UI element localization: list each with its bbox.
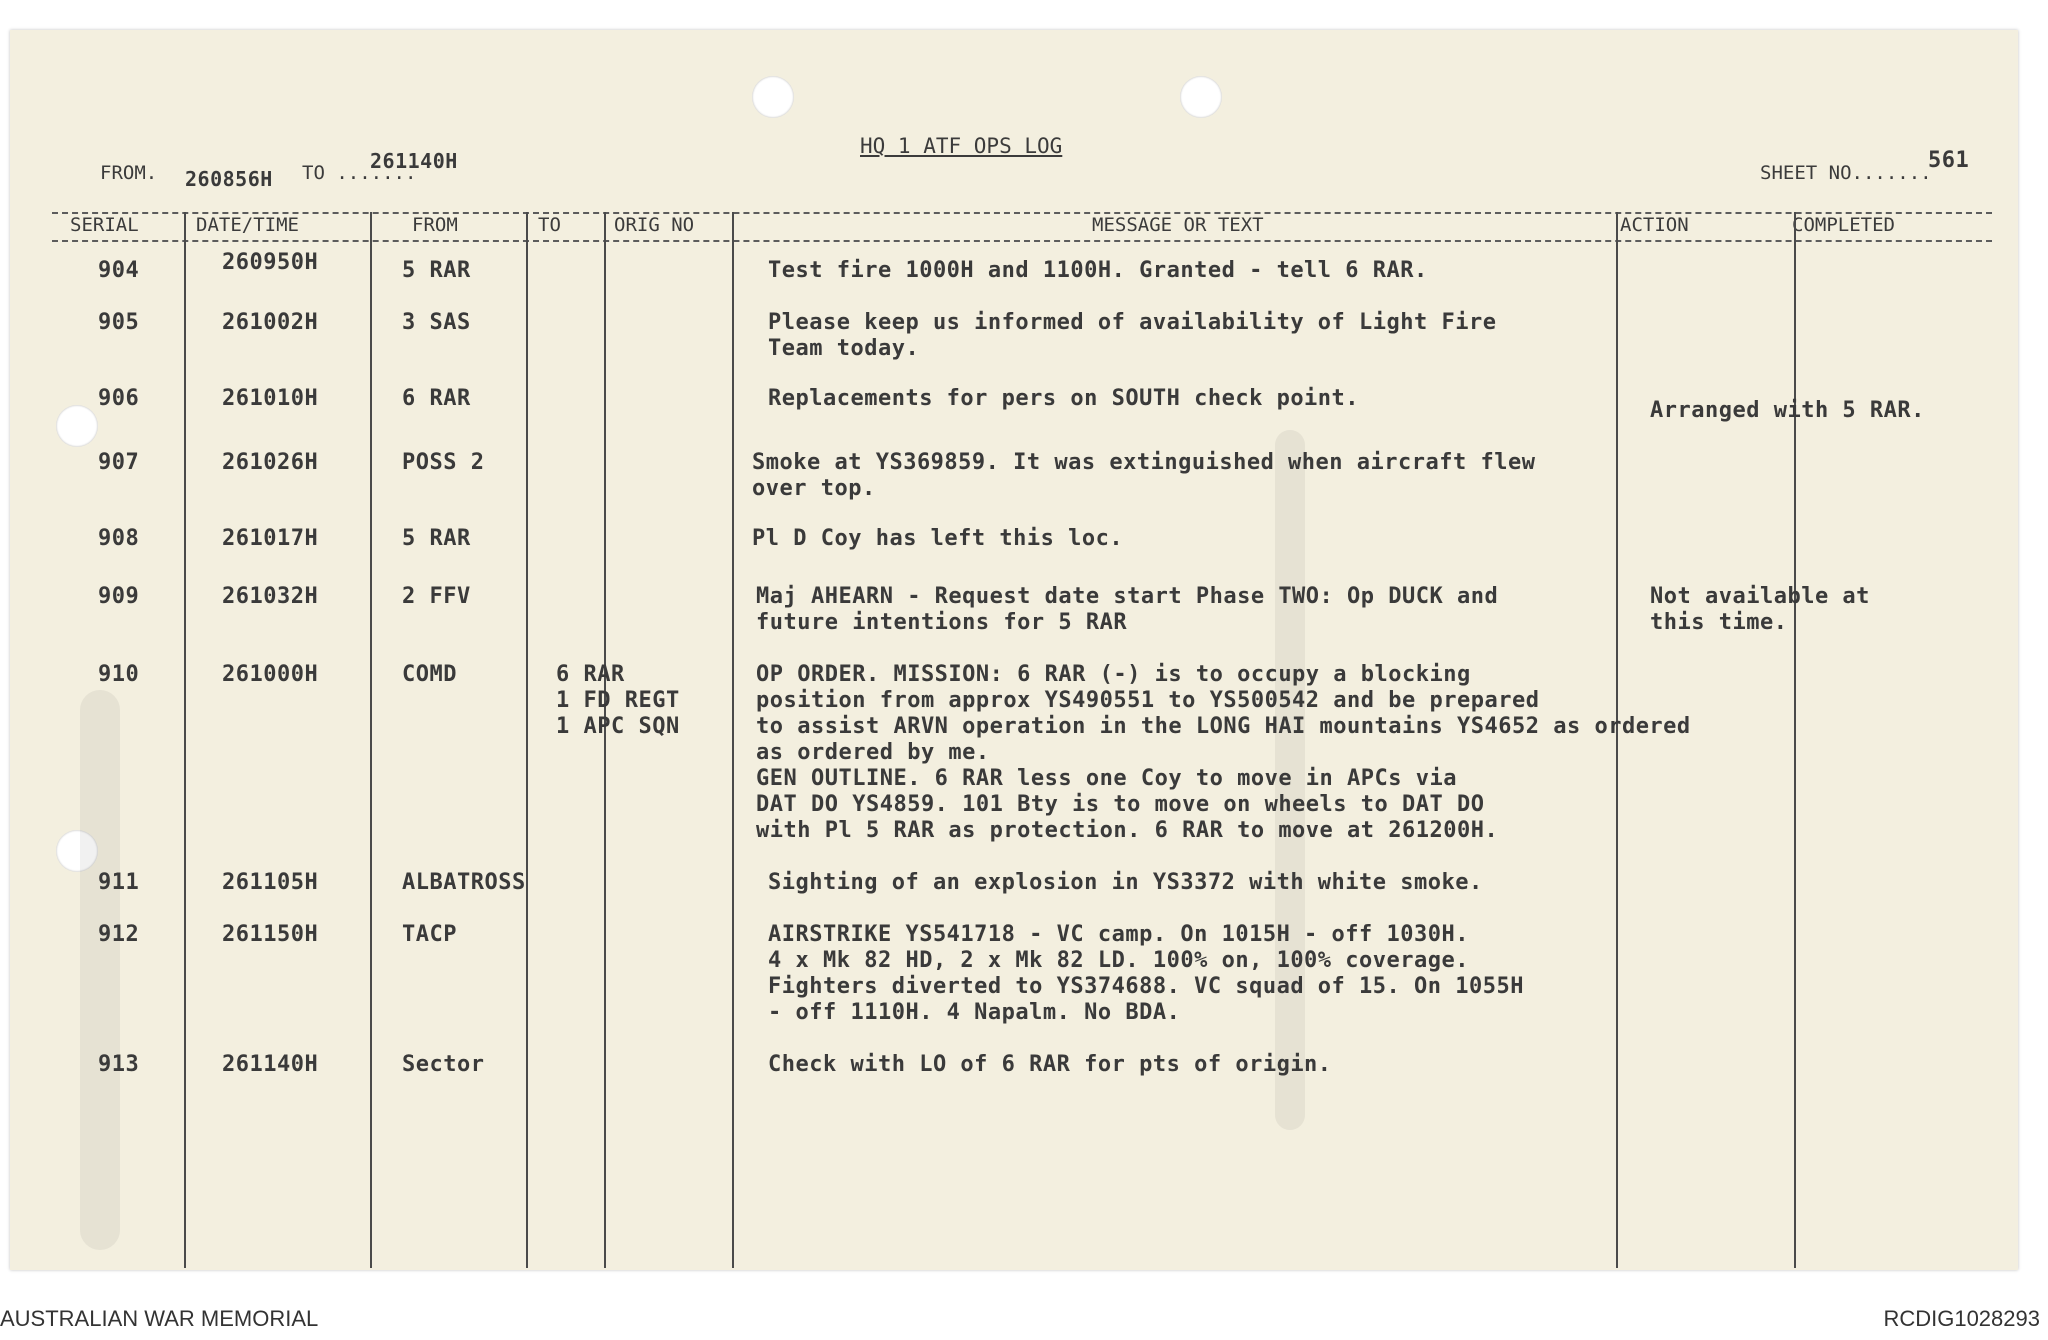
serial-cell: 912 [98, 922, 140, 947]
from-cell: 6 RAR [402, 386, 471, 411]
col-divider [604, 212, 606, 1268]
col-divider [526, 212, 528, 1268]
to-value: 261140H [370, 149, 458, 173]
message-line: Please keep us informed of availability of Light Fire [768, 310, 1497, 335]
col-divider [1794, 212, 1796, 1268]
datetime-cell: 261032H [222, 584, 319, 609]
punch-hole [1180, 76, 1222, 118]
message-line: AIRSTRIKE YS541718 - VC camp. On 1015H - off 1030H. [768, 922, 1470, 947]
message-line: 4 x Mk 82 HD, 2 x Mk 82 LD. 100% on, 100% coverage. [768, 948, 1470, 973]
message-line: Test fire 1000H and 1100H. Granted - tell 6 RAR. [768, 258, 1428, 283]
serial-cell: 908 [98, 526, 140, 551]
action-line: Arranged with 5 RAR. [1650, 398, 1925, 423]
message-line: Fighters diverted to YS374688. VC squad of 15. On 1055H [768, 974, 1524, 999]
col-serial: SERIAL [70, 214, 139, 236]
datetime-cell: 261010H [222, 386, 319, 411]
col-completed: COMPLETED [1792, 214, 1895, 236]
message-line: over top. [752, 476, 876, 501]
to-label: TO ....... [302, 162, 417, 184]
from-value: 260856H [185, 167, 273, 191]
punch-hole [56, 405, 98, 447]
message-line: future intentions for 5 RAR [756, 610, 1128, 635]
datetime-cell: 260950H [222, 250, 319, 275]
from-cell: TACP [402, 922, 457, 947]
message-line: Sighting of an explosion in YS3372 with white smoke. [768, 870, 1483, 895]
from-label: FROM. [100, 162, 158, 184]
from-cell: 5 RAR [402, 526, 471, 551]
action-line: this time. [1650, 610, 1788, 635]
to-cell: 6 RAR [556, 662, 625, 687]
footer-id: RCDIG1028293 [1883, 1306, 2040, 1331]
message-line: - off 1110H. 4 Napalm. No BDA. [768, 1000, 1181, 1025]
datetime-cell: 261140H [222, 1052, 319, 1077]
from-cell: Sector [402, 1052, 485, 1077]
col-divider [732, 212, 734, 1268]
message-line: Maj AHEARN - Request date start Phase TWO: Op DUCK and [756, 584, 1499, 609]
datetime-cell: 261026H [222, 450, 319, 475]
header-bottom-rule [52, 240, 1992, 242]
message-line: Pl D Coy has left this loc. [752, 526, 1124, 551]
col-action: ACTION [1620, 214, 1689, 236]
message-line: position from approx YS490551 to YS500542 and be prepared [756, 688, 1540, 713]
message-line: DAT DO YS4859. 101 Bty is to move on wheels to DAT DO [756, 792, 1485, 817]
from-cell: COMD [402, 662, 457, 687]
col-divider [1616, 212, 1618, 1268]
message-line: Replacements for pers on SOUTH check point. [768, 386, 1360, 411]
message-line: GEN OUTLINE. 6 RAR less one Coy to move in APCs via [756, 766, 1458, 791]
message-line: as ordered by me. [756, 740, 990, 765]
header-top-rule [52, 212, 1992, 214]
message-line: OP ORDER. MISSION: 6 RAR (-) is to occupy a blocking [756, 662, 1471, 687]
ink-smudge [80, 690, 120, 1250]
serial-cell: 907 [98, 450, 140, 475]
message-line: Team today. [768, 336, 920, 361]
col-datetime: DATE/TIME [196, 214, 299, 236]
serial-cell: 913 [98, 1052, 140, 1077]
col-message: MESSAGE OR TEXT [1092, 214, 1264, 236]
sheet-label: SHEET NO....... [1760, 162, 1932, 184]
col-to: TO [538, 214, 561, 236]
punch-hole [752, 76, 794, 118]
col-from: FROM [412, 214, 458, 236]
col-orig-no: ORIG NO [614, 214, 695, 236]
from-cell: 3 SAS [402, 310, 471, 335]
message-line: Check with LO of 6 RAR for pts of origin. [768, 1052, 1332, 1077]
serial-cell: 905 [98, 310, 140, 335]
datetime-cell: 261000H [222, 662, 319, 687]
col-divider [184, 212, 186, 1268]
col-divider [370, 212, 372, 1268]
to-cell: 1 FD REGT [556, 688, 680, 713]
serial-cell: 904 [98, 258, 140, 283]
message-line: to assist ARVN operation in the LONG HAI mountains YS4652 as ordered [756, 714, 1691, 739]
serial-cell: 911 [98, 870, 140, 895]
to-cell: 1 APC SQN [556, 714, 680, 739]
message-line: with Pl 5 RAR as protection. 6 RAR to move at 261200H. [756, 818, 1499, 843]
page-title: HQ 1 ATF OPS LOG [860, 134, 1063, 158]
sheet-number: 561 [1928, 148, 1970, 173]
datetime-cell: 261002H [222, 310, 319, 335]
from-cell: 5 RAR [402, 258, 471, 283]
datetime-cell: 261017H [222, 526, 319, 551]
action-line: Not available at [1650, 584, 1870, 609]
log-sheet [10, 30, 2018, 1270]
from-cell: 2 FFV [402, 584, 471, 609]
serial-cell: 910 [98, 662, 140, 687]
datetime-cell: 261105H [222, 870, 319, 895]
datetime-cell: 261150H [222, 922, 319, 947]
serial-cell: 909 [98, 584, 140, 609]
from-cell: ALBATROSS [402, 870, 526, 895]
message-line: Smoke at YS369859. It was extinguished when aircraft flew [752, 450, 1536, 475]
footer-source: AUSTRALIAN WAR MEMORIAL [0, 1306, 319, 1331]
serial-cell: 906 [98, 386, 140, 411]
from-cell: POSS 2 [402, 450, 485, 475]
